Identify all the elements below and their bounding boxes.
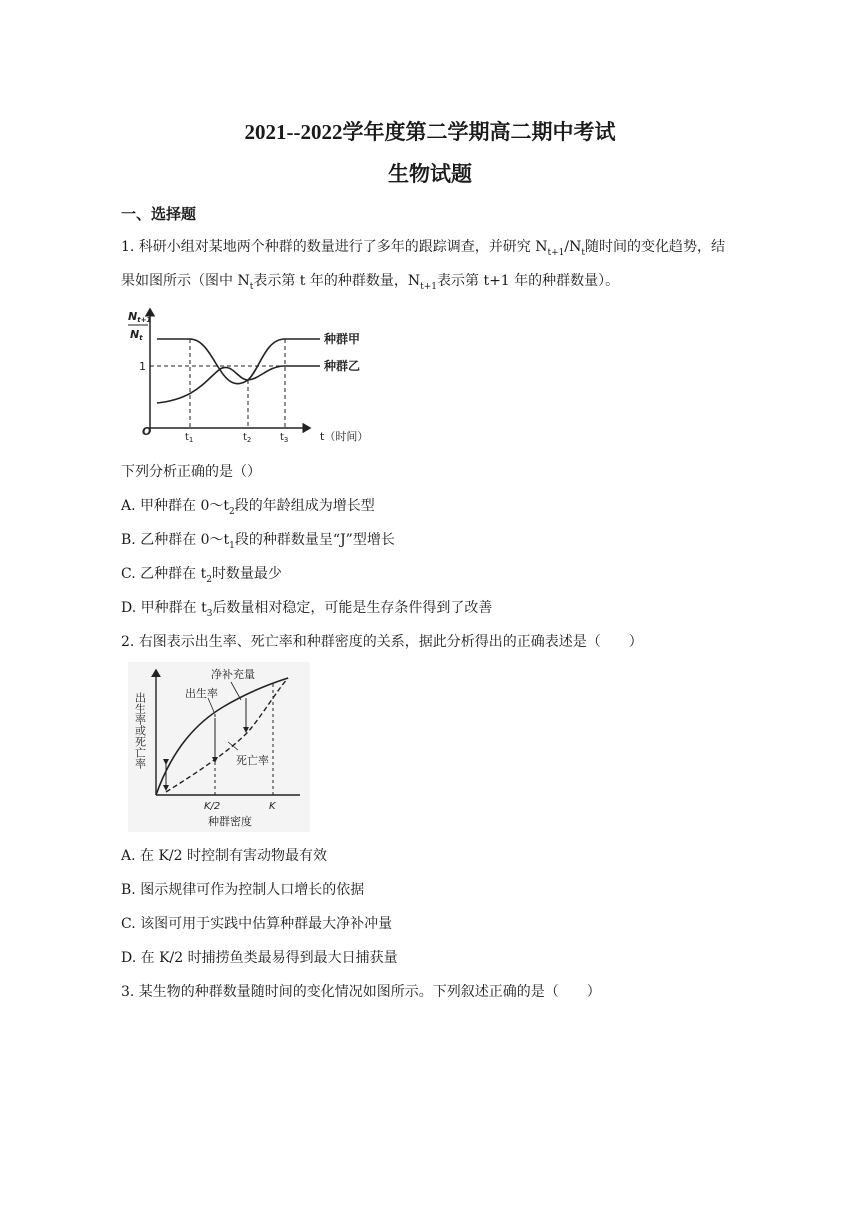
- q1-x-tick-t1: $t_1$: [185, 432, 194, 444]
- q1-x-label: t（时间）: [320, 430, 369, 443]
- q1-y-num: Nt+1: [128, 310, 152, 324]
- q1-stem-line2: 果如图所示（图中 $N_t$表示第 t 年的种群数量，$N_{t+1}$表示第 t+1 年的种群数量）。: [121, 273, 620, 292]
- q1-option-c[interactable]: C. 乙种群在 $t_2$时数量最少: [121, 566, 282, 585]
- q2-x-label: 种群密度: [208, 815, 252, 828]
- q1-y-tick-1: 1: [139, 360, 146, 373]
- q2-label-birth: 出生率: [185, 687, 218, 700]
- q2-y-label: 出生率或死亡率: [133, 692, 147, 769]
- q2-label-net: 净补充量: [211, 668, 255, 681]
- q2-figure: [128, 662, 310, 832]
- page-title: 2021--2022学年度第二学期高二期中考试: [244, 120, 616, 144]
- q2-label-death: 死亡率: [236, 754, 269, 767]
- q2-birth-curve: [156, 678, 288, 795]
- page-subtitle: 生物试题: [388, 162, 472, 186]
- q1-prompt: 下列分析正确的是（）: [121, 464, 261, 480]
- q1-series-jia: [157, 339, 320, 384]
- q3-stem: 3. 某生物的种群数量随时间的变化情况如图所示。下列叙述正确的是（ ）: [121, 984, 601, 1000]
- q1-x-tick-t3: $t_3$: [280, 432, 289, 444]
- q2-stem: 2. 右图表示出生率、死亡率和种群密度的关系，据此分析得出的正确表述是（ ）: [121, 634, 643, 650]
- q1-figure: [120, 307, 380, 447]
- q2-x-tick-k: K: [269, 801, 276, 812]
- section-heading: 一、选择题: [121, 205, 197, 223]
- q2-option-a[interactable]: A. 在 K/2 时控制有害动物最有效: [121, 848, 327, 864]
- q1-stem-line1: 1. 科研小组对某地两个种群的数量进行了多年的跟踪调查，并研究 $N_{t+1}/N_t$随时间的变化趋势，结: [121, 239, 725, 258]
- q1-option-a[interactable]: A. 甲种群在 $0\sim t_2$段的年龄组成为增长型: [121, 498, 375, 517]
- q1-y-den: Nt: [130, 328, 143, 342]
- q1-option-b[interactable]: B. 乙种群在 $0\sim t_1$段的种群数量呈“J”型增长: [121, 532, 395, 551]
- q2-option-c[interactable]: C. 该图可用于实践中估算种群最大净补冲量: [121, 916, 393, 932]
- q1-label-yi: 种群乙: [324, 359, 361, 373]
- q1-series-yi: [157, 366, 320, 403]
- q2-x-tick-k2: K/2: [204, 801, 221, 812]
- q1-label-jia: 种群甲: [324, 332, 361, 346]
- q1-option-d[interactable]: D. 甲种群在 $t_3$后数量相对稳定，可能是生存条件得到了改善: [121, 600, 493, 619]
- q1-origin: O: [142, 425, 152, 438]
- q2-option-d[interactable]: D. 在 K/2 时捕捞鱼类最易得到最大日捕获量: [121, 950, 398, 966]
- q2-option-b[interactable]: B. 图示规律可作为控制人口增长的依据: [121, 882, 365, 898]
- q1-x-tick-t2: $t_2$: [243, 432, 252, 444]
